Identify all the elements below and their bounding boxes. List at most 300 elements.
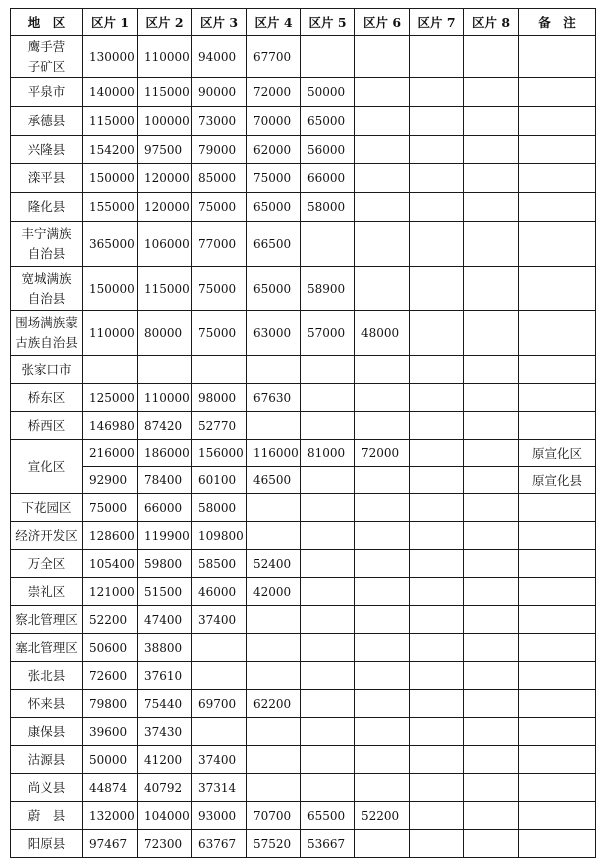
zone-9-price-cell — [519, 164, 596, 193]
region-cell — [11, 78, 83, 107]
zone-1-price-cell — [83, 356, 138, 384]
zone-3-price-cell: 77000 — [192, 222, 247, 267]
zone-3-price-cell — [192, 662, 247, 690]
zone-1-price-cell: 121000 — [83, 578, 138, 606]
region-cell — [11, 222, 83, 267]
zone-4-price-cell: 57520 — [247, 830, 301, 858]
region-name-line: 尚义县 — [27, 779, 66, 795]
table-row — [11, 550, 596, 578]
table-row — [11, 311, 596, 356]
zone-9-price-cell — [519, 222, 596, 267]
region-name-line: 经济开发区 — [15, 527, 78, 543]
document-page — [10, 8, 595, 858]
zone-4-price-cell: 67700 — [247, 36, 301, 78]
region-cell — [11, 662, 83, 690]
zone-7-price-cell — [410, 830, 464, 858]
zone-5-price-cell — [301, 746, 355, 774]
zone-5-price-cell — [301, 222, 355, 267]
region-name-line: 滦平县 — [27, 170, 66, 185]
region-cell — [11, 494, 83, 522]
zone-4-price-cell — [247, 662, 301, 690]
zone-1-price-cell: 115000 — [83, 107, 138, 136]
zone-1-price-cell: 79800 — [83, 690, 138, 718]
zone-5-price-cell — [301, 578, 355, 606]
zone-2-price-cell: 120000 — [138, 164, 192, 193]
zone-6-price-cell — [355, 662, 410, 690]
zone-2-price-cell: 75440 — [138, 690, 192, 718]
zone-1-price-cell: 52200 — [83, 606, 138, 634]
region-name-line: 张家口市 — [21, 361, 72, 377]
zone-8-price-cell — [464, 222, 519, 267]
zone-1-price-cell: 50000 — [83, 746, 138, 774]
zone-9-price-cell — [519, 690, 596, 718]
table-row — [11, 107, 596, 136]
region-cell — [11, 36, 83, 78]
region-name-line: 古族自治县 — [15, 335, 78, 350]
zone-7-price-cell — [410, 606, 464, 634]
zone-5-price-cell: 58900 — [301, 267, 355, 311]
region-name-line: 万全区 — [27, 555, 66, 571]
zone-7-price-cell — [410, 136, 464, 164]
zone-5-price-cell — [301, 662, 355, 690]
region-name-line: 宽城满族 — [21, 270, 72, 286]
zone-1-price-cell: 105400 — [83, 550, 138, 578]
region-name-line: 隆化县 — [27, 199, 66, 214]
table-row — [11, 606, 596, 634]
zone-4-price-cell: 70700 — [247, 802, 301, 830]
zone-6-price-cell — [355, 467, 410, 494]
region-name-line: 桥西区 — [27, 417, 66, 433]
zone-6-price-cell: 72000 — [355, 440, 410, 467]
zone-2-price-cell: 47400 — [138, 606, 192, 634]
region-cell — [11, 356, 83, 384]
table-row — [11, 774, 596, 802]
zone-1-price-cell: 125000 — [83, 384, 138, 412]
zone-1-price-cell: 150000 — [83, 164, 138, 193]
table-row — [11, 634, 596, 662]
zone-7-price-cell — [410, 494, 464, 522]
region-name-line: 桥东区 — [27, 389, 66, 405]
zone-2-price-cell: 51500 — [138, 578, 192, 606]
zone-4-price-cell: 46500 — [247, 467, 301, 494]
zone-7-price-cell — [410, 222, 464, 267]
zone-6-price-cell — [355, 606, 410, 634]
header-zone-1: 区片 1 — [83, 9, 138, 36]
zone-4-price-cell — [247, 746, 301, 774]
table-row — [11, 662, 596, 690]
zone-9-price-cell — [519, 774, 596, 802]
region-cell — [11, 746, 83, 774]
region-cell — [11, 440, 83, 494]
zone-4-price-cell: 63000 — [247, 311, 301, 356]
zone-6-price-cell — [355, 356, 410, 384]
zone-1-price-cell: 365000 — [83, 222, 138, 267]
zone-4-price-cell: 116000 — [247, 440, 301, 467]
region-name-line: 平泉市 — [27, 84, 66, 99]
zone-2-price-cell: 72300 — [138, 830, 192, 858]
zone-7-price-cell — [410, 384, 464, 412]
zone-8-price-cell — [464, 550, 519, 578]
zone-5-price-cell: 65000 — [301, 107, 355, 136]
zone-8-price-cell — [464, 78, 519, 107]
region-name-line: 察北管理区 — [15, 611, 78, 627]
zone-7-price-cell — [410, 164, 464, 193]
zone-8-price-cell — [464, 578, 519, 606]
zone-2-price-cell: 37610 — [138, 662, 192, 690]
zone-6-price-cell — [355, 578, 410, 606]
region-name-line: 宣化区 — [27, 458, 66, 474]
zone-7-price-cell — [410, 107, 464, 136]
zone-5-price-cell — [301, 412, 355, 440]
header-region: 地 区 — [11, 9, 83, 36]
region-cell — [11, 690, 83, 718]
header-zone-7: 区片 7 — [410, 9, 464, 36]
zone-3-price-cell: 60100 — [192, 467, 247, 494]
zone-9-price-cell — [519, 36, 596, 78]
zone-2-price-cell: 115000 — [138, 78, 192, 107]
zone-3-price-cell: 75000 — [192, 311, 247, 356]
region-name-line: 鹰手营 — [27, 38, 66, 54]
zone-5-price-cell — [301, 606, 355, 634]
region-name-line: 承德县 — [27, 113, 66, 128]
region-name-line: 塞北管理区 — [15, 639, 78, 655]
zone-8-price-cell — [464, 774, 519, 802]
region-name-line: 自治县 — [27, 290, 66, 306]
region-cell — [11, 412, 83, 440]
zone-3-price-cell: 37400 — [192, 606, 247, 634]
zone-5-price-cell: 66000 — [301, 164, 355, 193]
zone-1-price-cell: 216000 — [83, 440, 138, 467]
zone-2-price-cell: 104000 — [138, 802, 192, 830]
zone-6-price-cell — [355, 412, 410, 440]
zone-6-price-cell: 48000 — [355, 311, 410, 356]
zone-7-price-cell — [410, 356, 464, 384]
zone-3-price-cell: 90000 — [192, 78, 247, 107]
zone-6-price-cell — [355, 494, 410, 522]
table-row — [11, 440, 596, 467]
region-name-line: 沽源县 — [27, 751, 66, 767]
region-name-line: 蔚 县 — [27, 807, 66, 823]
region-cell — [11, 311, 83, 356]
zone-3-price-cell — [192, 634, 247, 662]
zone-8-price-cell — [464, 440, 519, 467]
zone-5-price-cell — [301, 356, 355, 384]
zone-7-price-cell — [410, 267, 464, 311]
region-name-line: 康保县 — [27, 723, 66, 739]
zone-1-price-cell: 150000 — [83, 267, 138, 311]
zone-8-price-cell — [464, 830, 519, 858]
zone-4-price-cell — [247, 522, 301, 550]
region-cell — [11, 164, 83, 193]
region-name-line: 崇礼区 — [27, 583, 66, 599]
zone-6-price-cell — [355, 384, 410, 412]
zone-5-price-cell — [301, 774, 355, 802]
zone-2-price-cell: 78400 — [138, 467, 192, 494]
region-cell — [11, 718, 83, 746]
zone-1-price-cell: 140000 — [83, 78, 138, 107]
zone-1-price-cell: 75000 — [83, 494, 138, 522]
zone-9-price-cell — [519, 634, 596, 662]
zone-6-price-cell — [355, 136, 410, 164]
zone-5-price-cell — [301, 494, 355, 522]
zone-6-price-cell — [355, 522, 410, 550]
zone-7-price-cell — [410, 78, 464, 107]
zone-3-price-cell: 52770 — [192, 412, 247, 440]
zone-9-price-cell — [519, 718, 596, 746]
zone-9-price-cell — [519, 412, 596, 440]
zone-3-price-cell: 58500 — [192, 550, 247, 578]
region-name-line: 下花园区 — [21, 499, 72, 515]
zone-2-price-cell: 80000 — [138, 311, 192, 356]
zone-1-price-cell: 154200 — [83, 136, 138, 164]
header-zone-6: 区片 6 — [355, 9, 410, 36]
zone-5-price-cell — [301, 550, 355, 578]
zone-1-price-cell: 146980 — [83, 412, 138, 440]
zone-1-price-cell: 92900 — [83, 467, 138, 494]
zone-2-price-cell: 120000 — [138, 193, 192, 222]
zone-8-price-cell — [464, 36, 519, 78]
zone-4-price-cell — [247, 494, 301, 522]
zone-8-price-cell — [464, 193, 519, 222]
zone-8-price-cell — [464, 690, 519, 718]
header-zone-3: 区片 3 — [192, 9, 247, 36]
zone-5-price-cell: 81000 — [301, 440, 355, 467]
zone-1-price-cell: 155000 — [83, 193, 138, 222]
zone-9-price-cell — [519, 606, 596, 634]
zone-4-price-cell: 42000 — [247, 578, 301, 606]
region-cell — [11, 830, 83, 858]
region-name-line: 阳原县 — [27, 835, 66, 851]
zone-3-price-cell — [192, 356, 247, 384]
zone-2-price-cell: 87420 — [138, 412, 192, 440]
zone-7-price-cell — [410, 802, 464, 830]
zone-9-price-cell — [519, 193, 596, 222]
zone-7-price-cell — [410, 718, 464, 746]
zone-2-price-cell: 66000 — [138, 494, 192, 522]
zone-4-price-cell: 70000 — [247, 107, 301, 136]
zone-7-price-cell — [410, 578, 464, 606]
zone-7-price-cell — [410, 440, 464, 467]
zone-3-price-cell: 156000 — [192, 440, 247, 467]
region-name-line: 兴隆县 — [27, 141, 66, 157]
zone-4-price-cell: 65000 — [247, 267, 301, 311]
zone-8-price-cell — [464, 802, 519, 830]
land-price-table — [10, 8, 596, 858]
zone-9-price-cell — [519, 384, 596, 412]
zone-6-price-cell — [355, 78, 410, 107]
zone-8-price-cell — [464, 412, 519, 440]
zone-3-price-cell: 63767 — [192, 830, 247, 858]
zone-4-price-cell: 62000 — [247, 136, 301, 164]
zone-6-price-cell — [355, 193, 410, 222]
region-cell — [11, 606, 83, 634]
table-row — [11, 830, 596, 858]
table-row — [11, 690, 596, 718]
zone-9-price-cell — [519, 522, 596, 550]
region-cell — [11, 384, 83, 412]
zone-6-price-cell — [355, 634, 410, 662]
region-name-line: 怀来县 — [27, 695, 66, 711]
zone-8-price-cell — [464, 107, 519, 136]
zone-3-price-cell: 75000 — [192, 193, 247, 222]
zone-6-price-cell — [355, 222, 410, 267]
region-name-line: 围场满族蒙 — [15, 315, 78, 330]
zone-9-price-cell — [519, 550, 596, 578]
zone-5-price-cell — [301, 690, 355, 718]
zone-5-price-cell — [301, 467, 355, 494]
zone-6-price-cell — [355, 36, 410, 78]
region-cell — [11, 550, 83, 578]
table-row — [11, 193, 596, 222]
zone-9-price-cell — [519, 662, 596, 690]
zone-8-price-cell — [464, 164, 519, 193]
region-cell — [11, 802, 83, 830]
zone-4-price-cell: 75000 — [247, 164, 301, 193]
zone-5-price-cell: 65500 — [301, 802, 355, 830]
zone-3-price-cell: 46000 — [192, 578, 247, 606]
zone-2-price-cell: 100000 — [138, 107, 192, 136]
table-row — [11, 578, 596, 606]
zone-3-price-cell: 109800 — [192, 522, 247, 550]
region-cell — [11, 193, 83, 222]
zone-4-price-cell: 62200 — [247, 690, 301, 718]
zone-2-price-cell: 115000 — [138, 267, 192, 311]
zone-8-price-cell — [464, 356, 519, 384]
zone-8-price-cell — [464, 606, 519, 634]
header-notes: 备 注 — [519, 9, 596, 36]
region-name-line: 丰宁满族 — [21, 226, 72, 241]
zone-3-price-cell: 69700 — [192, 690, 247, 718]
zone-9-price-cell — [519, 578, 596, 606]
zone-6-price-cell — [355, 550, 410, 578]
zone-5-price-cell: 53667 — [301, 830, 355, 858]
zone-3-price-cell: 93000 — [192, 802, 247, 830]
zone-5-price-cell: 56000 — [301, 136, 355, 164]
zone-3-price-cell: 79000 — [192, 136, 247, 164]
zone-9-price-cell — [519, 311, 596, 356]
zone-3-price-cell: 58000 — [192, 494, 247, 522]
header-zone-4: 区片 4 — [247, 9, 301, 36]
zone-3-price-cell: 85000 — [192, 164, 247, 193]
zone-8-price-cell — [464, 136, 519, 164]
zone-9-price-cell — [519, 746, 596, 774]
zone-4-price-cell: 65000 — [247, 193, 301, 222]
zone-5-price-cell — [301, 634, 355, 662]
note-cell: 原宣化县 — [519, 467, 596, 494]
region-name-line: 张北县 — [27, 667, 66, 683]
zone-7-price-cell — [410, 412, 464, 440]
region-cell — [11, 522, 83, 550]
zone-6-price-cell — [355, 267, 410, 311]
zone-6-price-cell — [355, 830, 410, 858]
zone-2-price-cell: 37430 — [138, 718, 192, 746]
zone-2-price-cell: 186000 — [138, 440, 192, 467]
zone-8-price-cell — [464, 311, 519, 356]
zone-2-price-cell: 119900 — [138, 522, 192, 550]
table-row — [11, 222, 596, 267]
zone-1-price-cell: 44874 — [83, 774, 138, 802]
zone-1-price-cell: 72600 — [83, 662, 138, 690]
zone-4-price-cell: 72000 — [247, 78, 301, 107]
zone-8-price-cell — [464, 662, 519, 690]
zone-1-price-cell: 110000 — [83, 311, 138, 356]
zone-7-price-cell — [410, 690, 464, 718]
zone-9-price-cell — [519, 802, 596, 830]
zone-9-price-cell — [519, 267, 596, 311]
zone-2-price-cell: 38800 — [138, 634, 192, 662]
zone-6-price-cell — [355, 164, 410, 193]
zone-4-price-cell — [247, 774, 301, 802]
zone-5-price-cell: 50000 — [301, 78, 355, 107]
zone-3-price-cell: 75000 — [192, 267, 247, 311]
zone-7-price-cell — [410, 746, 464, 774]
table-row — [11, 136, 596, 164]
zone-6-price-cell: 52200 — [355, 802, 410, 830]
header-row — [11, 9, 596, 36]
table-row — [11, 267, 596, 311]
table-row — [11, 384, 596, 412]
table-row — [11, 718, 596, 746]
zone-4-price-cell — [247, 634, 301, 662]
zone-5-price-cell: 57000 — [301, 311, 355, 356]
zone-2-price-cell — [138, 356, 192, 384]
zone-3-price-cell: 94000 — [192, 36, 247, 78]
table-row — [11, 746, 596, 774]
zone-7-price-cell — [410, 467, 464, 494]
zone-4-price-cell: 52400 — [247, 550, 301, 578]
zone-2-price-cell: 59800 — [138, 550, 192, 578]
region-name-line: 自治县 — [27, 246, 66, 261]
zone-9-price-cell — [519, 494, 596, 522]
zone-9-price-cell — [519, 136, 596, 164]
zone-7-price-cell — [410, 774, 464, 802]
zone-8-price-cell — [464, 267, 519, 311]
zone-2-price-cell: 40792 — [138, 774, 192, 802]
header-zone-8: 区片 8 — [464, 9, 519, 36]
zone-1-price-cell: 39600 — [83, 718, 138, 746]
zone-4-price-cell — [247, 356, 301, 384]
zone-7-price-cell — [410, 193, 464, 222]
zone-8-price-cell — [464, 522, 519, 550]
table-row — [11, 494, 596, 522]
zone-4-price-cell: 66500 — [247, 222, 301, 267]
zone-8-price-cell — [464, 467, 519, 494]
zone-1-price-cell: 97467 — [83, 830, 138, 858]
region-cell — [11, 578, 83, 606]
zone-5-price-cell — [301, 36, 355, 78]
zone-4-price-cell — [247, 718, 301, 746]
zone-1-price-cell: 128600 — [83, 522, 138, 550]
zone-7-price-cell — [410, 522, 464, 550]
table-row — [11, 467, 596, 494]
zone-8-price-cell — [464, 494, 519, 522]
zone-7-price-cell — [410, 311, 464, 356]
region-cell — [11, 634, 83, 662]
zone-9-price-cell — [519, 78, 596, 107]
zone-3-price-cell — [192, 718, 247, 746]
zone-5-price-cell — [301, 384, 355, 412]
note-cell: 原宣化区 — [519, 440, 596, 467]
zone-6-price-cell — [355, 690, 410, 718]
table-row — [11, 522, 596, 550]
zone-9-price-cell — [519, 830, 596, 858]
zone-7-price-cell — [410, 634, 464, 662]
table-row — [11, 412, 596, 440]
zone-1-price-cell: 132000 — [83, 802, 138, 830]
header-zone-5: 区片 5 — [301, 9, 355, 36]
zone-3-price-cell: 98000 — [192, 384, 247, 412]
zone-3-price-cell: 73000 — [192, 107, 247, 136]
